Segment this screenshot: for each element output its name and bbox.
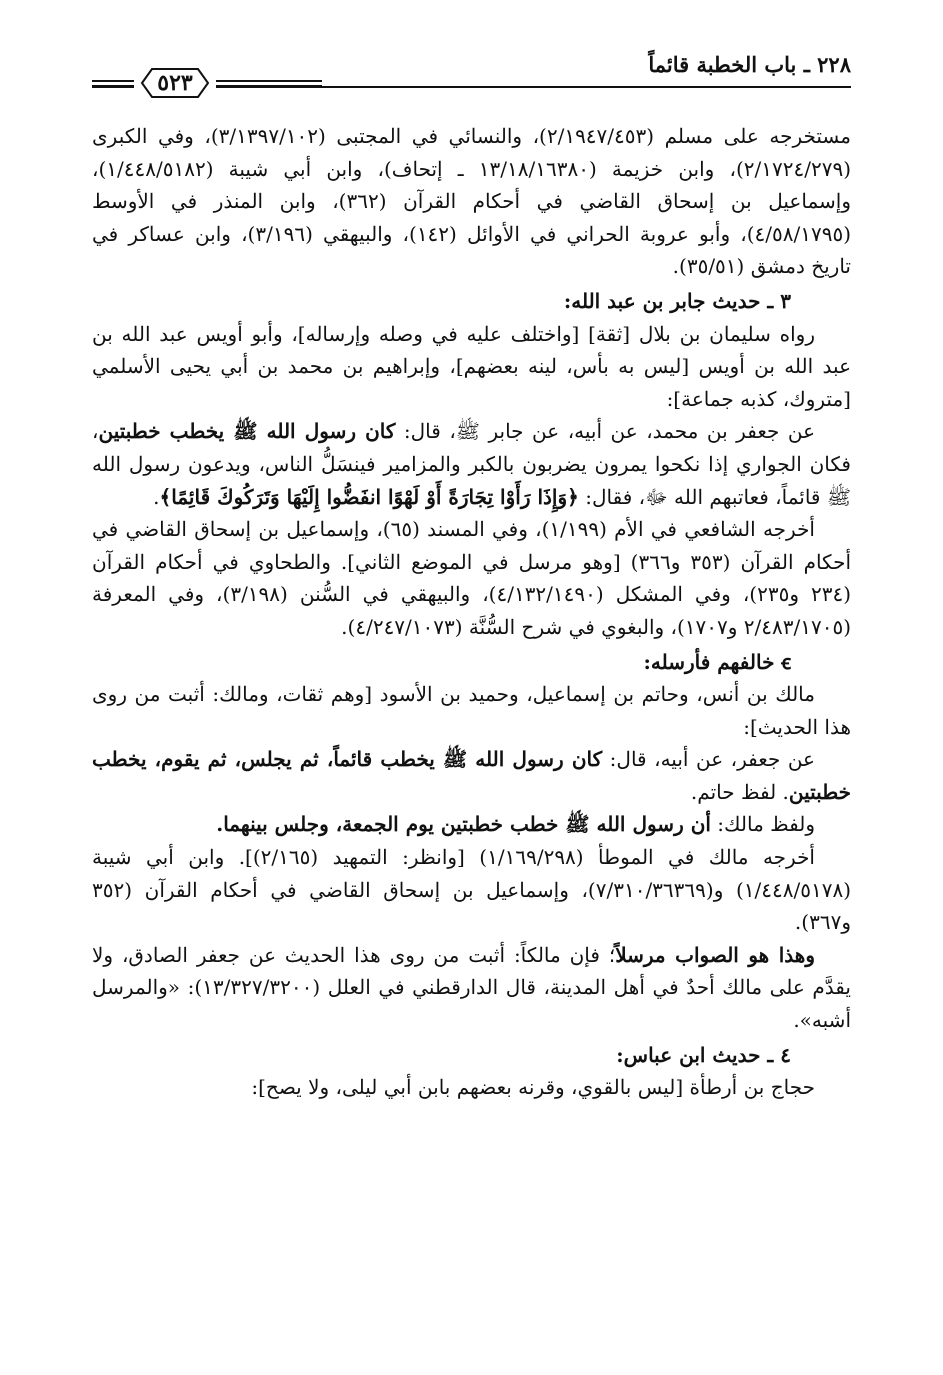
- hadith-end: .: [153, 484, 160, 509]
- page-number-ornament: [92, 66, 322, 102]
- conclusion-lead: وهذا هو الصواب مرسلاً: [615, 942, 815, 967]
- paragraph-takhrij-3: أخرجه مالك في الموطأ (١/١٦٩/٢٩٨) [وانظر: التمهيد (٢/١٦٥)]. وابن أبي شيبة (١/٤٤٨/٥١٧٨) و(٧/٣١٠/٣٦٣٦٩)، وإسماعيل بن إسحاق القاضي في أحكام القرآن (٣٥٢ و٣٦٧).: [92, 845, 851, 935]
- paragraph-narrators-2: مالك بن أنس، وحاتم بن إسماعيل، وحميد بن الأسود [وهم ثقات، ومالك: أثبت من روى هذا الحديث]:: [92, 682, 851, 739]
- page-header: [92, 52, 851, 100]
- heading-hadith-jabir: ٣ ـ حديث جابر بن عبد الله:: [563, 288, 791, 313]
- paragraph-conclusion: [92, 939, 851, 1037]
- page-body: [92, 120, 851, 1104]
- hadith-isnad-2: عن جعفر، عن أبيه، قال:: [602, 747, 815, 772]
- paragraph-hadith-text-2: [92, 743, 851, 808]
- hadith-matn-2: كان رسول الله ﷺ يخطب قائماً، ثم يجلس، ثم يقوم، يخطب خطبتين: [92, 747, 851, 804]
- paragraph-hadith-text-1: [92, 415, 851, 513]
- hadith-continuation: ، فكان الجواري إذا نكحوا يمرون يضربون بالكبر والمزامير فينسَلُّ الناس، ويدعون رسول الله ﷺ قائماً، فعاتبهم الله ﷻ، فقال:: [92, 419, 851, 509]
- conclusion-text: ؛ فإن مالكاً: أثبت من روى هذا الحديث عن جعفر الصادق، ولا يقدَّم على مالك أحدٌ في أهل المدينة، قال الدارقطني في العلل (١٣/٣٢٧/٣٢٠٠): «والمرسل أشبه».: [92, 942, 851, 1033]
- paragraph-takhrij-2: أخرجه الشافعي في الأم (١/١٩٩)، وفي المسند (٦٥)، وإسماعيل بن إسحاق القاضي في أحكام القرآن (٣٥٣ و٣٦٦) [وهو مرسل في الموضع الثاني]. والطحاوي في أحكام القرآن (٢٣٤ و٢٣٥)، وفي المشكل (٤/١٣٢/١٤٩٠)، والبيهقي في السُّنن (٣/١٩٨)، وفي المعرفة (٢/٤٨٣/١٧٠٥ و١٧٠٧)، والبغوي في شرح السُّنَّة (٤/٢٤٧/١٠٧٣).: [92, 517, 852, 639]
- paragraph-narrators-3: حجاج بن أرطأة [ليس بالقوي، وقرنه بعضهم بابن أبي ليلى، ولا يصح]:: [251, 1075, 815, 1100]
- heading-irsal: ꞓ خالفهم فأرسله:: [643, 649, 791, 674]
- malik-label: ولفظ مالك:: [710, 812, 815, 837]
- page-number-badge: [134, 66, 216, 100]
- malik-matn: أن رسول الله ﷺ خطب خطبتين يوم الجمعة، وجلس بينهما.: [216, 812, 711, 837]
- paragraph-narrators-1: رواه سليمان بن بلال [ثقة] [واختلف عليه في وصله وإرساله]، وأبو أويس عبد الله بن عبد الله بن أويس [ليس به بأس، لينه بعضهم]، وإبراهيم بن محمد بن أبي يحيى الأسلمي [متروك، كذبه جماعة]:: [92, 321, 851, 411]
- running-title: ٢٢٨ ـ باب الخطبة قائماً: [648, 52, 851, 77]
- quran-verse: ﴿وَإِذَا رَأَوْا تِجَارَةً أَوْ لَهْوًا انفَضُّوا إِلَيْهَا وَتَرَكُوكَ قَائِمًا﴾: [159, 484, 579, 509]
- paragraph-takhrij-1: مستخرجه على مسلم (٢/١٩٤٧/٤٥٣)، والنسائي في المجتبى (٣/١٣٩٧/١٠٢)، وفي الكبرى (٢/١٧٢٤/٢٧٩)، وابن خزيمة (١٣/١٨/١٦٣٨٠ ـ إتحاف)، وابن أبي شيبة (١/٤٤٨/٥١٨٢)، وإسماعيل بن إسحاق القاضي في أحكام القرآن (٣٦٢)، وابن المنذر في الأوسط (٤/٥٨/١٧٩٥)، وأبو عروبة الحراني في الأوائل (١٤٢)، والبيهقي (٣/١٩٦)، وابن عساكر في تاريخ دمشق (٣٥/٥١).: [92, 124, 851, 279]
- heading-hadith-ibn-abbas: ٤ ـ حديث ابن عباس:: [616, 1042, 791, 1067]
- hadith-isnad: عن جعفر بن محمد، عن أبيه، عن جابر ﷺ، قال:: [395, 419, 816, 444]
- hadith-matn: كان رسول الله ﷺ يخطب خطبتين: [98, 419, 396, 444]
- page-number: ٥٢٣: [157, 70, 193, 96]
- paragraph-malik-wording: [92, 808, 851, 841]
- hadith-note-2: . لفظ حاتم.: [690, 779, 789, 804]
